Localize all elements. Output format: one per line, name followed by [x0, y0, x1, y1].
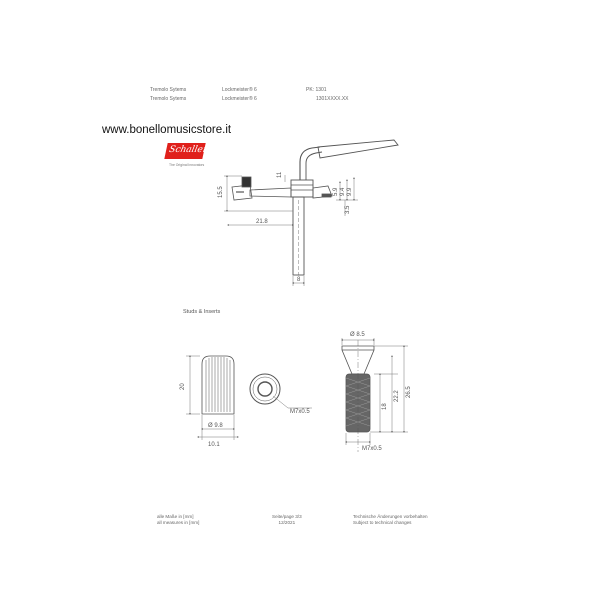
footer-page-num: Seite/page 3/3 [272, 514, 302, 519]
website-url[interactable]: www.bonellomusicstore.it [102, 124, 232, 136]
stud-dim-22-2: 22.2 [394, 390, 400, 402]
stud-dim-26-5: 26.5 [406, 386, 412, 398]
dim-5-9: 5.9 [333, 187, 339, 196]
insert-dim-20: 20 [180, 383, 186, 390]
header-model-2: Lockmeister® 6 [222, 96, 257, 102]
dim-8: 8 [297, 277, 301, 283]
insert-dim-width: 10.1 [208, 442, 220, 448]
insert-dim-diam: Ø 9.8 [208, 423, 223, 429]
dim-21-8: 21.8 [256, 219, 268, 225]
stud-dim-18: 18 [382, 403, 388, 410]
arm-housing [291, 180, 313, 197]
brand-tagline: The Original Innovators [169, 163, 205, 167]
stud-dim-thread: M7x0.5 [362, 446, 382, 452]
header-model-1: Lockmeister® 6 [222, 87, 257, 93]
dim-9-4: 9.4 [340, 187, 346, 196]
dim-11: 11 [277, 171, 283, 178]
arm-tip [318, 140, 398, 158]
tremolo-assembly-drawing [232, 140, 398, 275]
footer-page-date: 12/2021 [278, 519, 296, 525]
dim-9-9: 9.9 [347, 187, 353, 196]
dim-15-5: 15.5 [218, 186, 224, 198]
studs-title: Studs & Inserts [183, 309, 221, 315]
adjust-screw [242, 177, 251, 187]
stud-drawing [342, 340, 374, 452]
footer-changes-en: Subject to technical changes [353, 519, 412, 525]
insert-thread-label: M7x0.5 [290, 409, 310, 415]
footer-units-de: alle Maße in [mm] [157, 514, 194, 519]
footer-units-en: all measures in [mm] [157, 519, 200, 525]
base-plate [250, 188, 291, 197]
logo-text: Schaller [168, 145, 209, 155]
stud-dim-diam: Ø 8.5 [350, 332, 365, 338]
insert-top-view [250, 374, 312, 408]
dim-3-5: 3.5 [345, 205, 351, 214]
header-product-2: Tremolo Sytems [150, 96, 187, 102]
tremolo-arm [300, 147, 320, 180]
header-product-1: Tremolo Sytems [150, 87, 187, 93]
insert-drawing [202, 356, 234, 414]
header-pk: PK: 1301 [306, 87, 327, 93]
header-code: 1301XXXX.XX [316, 96, 349, 102]
footer-changes-de: Technische Änderungen vorbehalten [353, 514, 428, 519]
